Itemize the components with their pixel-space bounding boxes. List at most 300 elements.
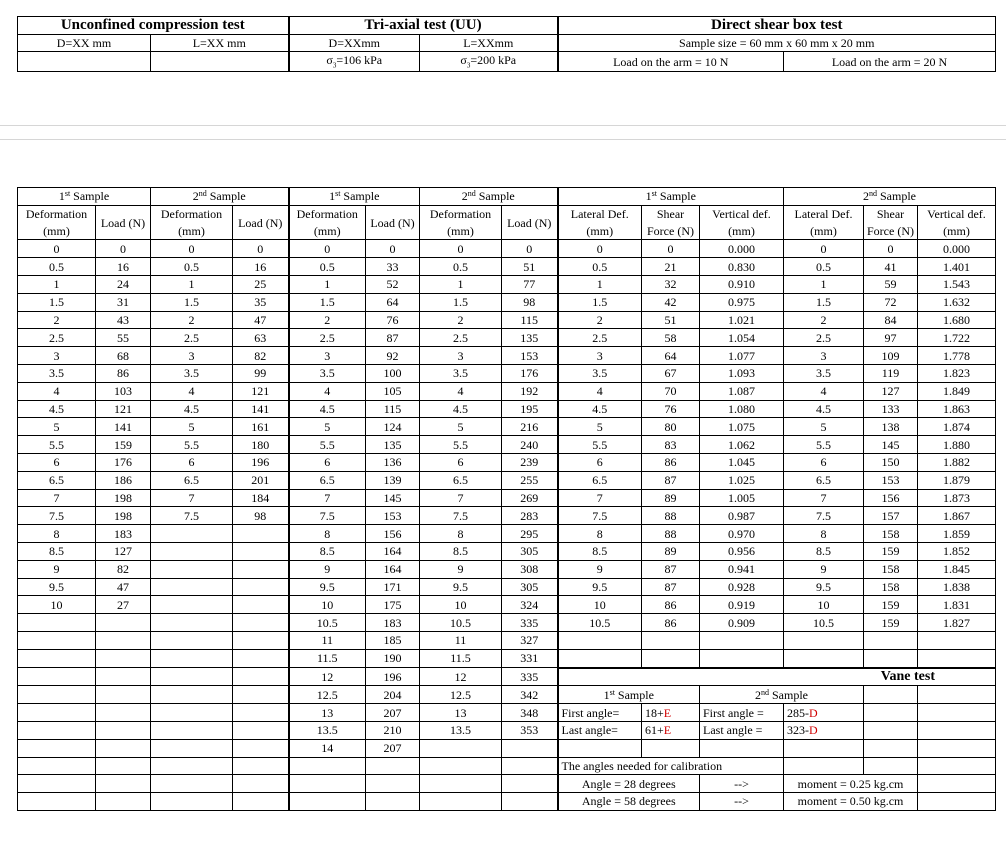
tri2-load-cell: 240 (502, 436, 558, 454)
col-header-unit: (mm) (420, 223, 502, 240)
ucs1-load-cell: 103 (96, 382, 151, 400)
tri2-deformation-cell: 6.5 (420, 471, 502, 489)
tri2-deformation-cell: 12.5 (420, 686, 502, 704)
test-header-table (17, 16, 996, 72)
tri1-load-cell: 136 (366, 453, 420, 471)
ucs1-deformation-cell: 9.5 (18, 578, 96, 596)
tri1-deformation-cell: 6.5 (289, 471, 366, 489)
dsb2-lateral-cell: 0.5 (784, 258, 864, 276)
dsb2-shear-cell: 145 (864, 436, 918, 454)
tri1-load-cell: 207 (366, 739, 420, 757)
dsb2-lateral-cell: 3 (784, 347, 864, 365)
tri1-load-cell (366, 793, 420, 811)
superscript: nd (761, 687, 769, 697)
col-header-unit: (mm) (558, 223, 642, 240)
tri2-load-cell: 195 (502, 400, 558, 418)
dsb1-vertical-cell: 1.075 (700, 418, 784, 436)
tri1-deformation-cell (289, 757, 366, 775)
tri2-deformation-cell: 3 (420, 347, 502, 365)
ucs1-deformation-cell: 1.5 (18, 293, 96, 311)
ucs2-deformation-cell: 2 (151, 311, 233, 329)
tri1-deformation-cell: 0 (289, 240, 366, 258)
dsb2-vertical-cell: 1.867 (918, 507, 996, 525)
table-row (18, 631, 996, 649)
tri1-load-cell: 164 (366, 560, 420, 578)
ucs1-load-cell (96, 614, 151, 632)
dsb2-shear-cell: 158 (864, 525, 918, 543)
dsb1-shear-cell: 89 (642, 542, 700, 560)
dsb1-lateral-cell: 4 (558, 382, 642, 400)
dsb1-shear-cell: 86 (642, 596, 700, 614)
ucs1-deformation-cell: 7.5 (18, 507, 96, 525)
value-part: E (663, 723, 672, 738)
tri1-deformation-cell: 12.5 (289, 686, 366, 704)
table-row (18, 240, 996, 258)
table-row (18, 739, 996, 757)
vane-sample-2-header (700, 686, 864, 704)
tri1-load-cell: 105 (366, 382, 420, 400)
ucs-empty-cell-1 (18, 52, 151, 72)
tri2-load-cell: 0 (502, 240, 558, 258)
ucs1-load-cell: 16 (96, 258, 151, 276)
tri2-load-cell: 331 (502, 649, 558, 667)
ucs2-load-cell (233, 614, 289, 632)
dsb1-vertical-cell: 1.087 (700, 382, 784, 400)
ucs2-load-cell (233, 560, 289, 578)
tri2-load-cell: 51 (502, 258, 558, 276)
dsb1-shear-cell (642, 631, 700, 649)
tri1-load-cell: 183 (366, 614, 420, 632)
col-header-lateral: Lateral Def. (558, 205, 642, 222)
ucs1-load-cell (96, 686, 151, 704)
tri2-load-cell: 342 (502, 686, 558, 704)
dsb2-vertical-cell: 1.827 (918, 614, 996, 632)
tri2-deformation-cell: 8.5 (420, 542, 502, 560)
dsb2-vertical-cell: 0.000 (918, 240, 996, 258)
dsb1-lateral-cell: 0 (558, 240, 642, 258)
tri2-load-cell: 216 (502, 418, 558, 436)
dsb1-vertical-cell: 0.910 (700, 275, 784, 293)
dsb2-shear-cell (864, 649, 918, 667)
tri-sample-1-header: 1st Sample (289, 188, 420, 206)
dsb2-vertical-cell: 1.849 (918, 382, 996, 400)
tri1-load-cell: 190 (366, 649, 420, 667)
tri1-load-cell: 210 (366, 721, 420, 739)
table-row (18, 704, 996, 722)
dsb1-vertical-cell: 0.909 (700, 614, 784, 632)
dsb1-vertical-cell: 1.062 (700, 436, 784, 454)
tri2-load-cell: 192 (502, 382, 558, 400)
ucs1-load-cell: 43 (96, 311, 151, 329)
ucs2-load-cell: 184 (233, 489, 289, 507)
dsb2-lateral-cell: 8.5 (784, 542, 864, 560)
ucs1-load-cell: 31 (96, 293, 151, 311)
ucs1-load-cell (96, 704, 151, 722)
tri1-load-cell: 145 (366, 489, 420, 507)
ucs-length: L=XX mm (151, 35, 289, 52)
vane-last-angle-value-1 (642, 721, 700, 739)
dsb2-lateral-cell: 7.5 (784, 507, 864, 525)
empty-cell (864, 686, 918, 704)
tri1-load-cell: 196 (366, 668, 420, 686)
ucs2-deformation-cell: 0 (151, 240, 233, 258)
tri2-load-cell: 283 (502, 507, 558, 525)
ucs2-deformation-cell (151, 578, 233, 596)
ucs1-load-cell (96, 721, 151, 739)
col-header-deformation: Deformation (420, 205, 502, 222)
tri1-load-cell: 175 (366, 596, 420, 614)
ucs1-deformation-cell: 3.5 (18, 364, 96, 382)
ucs1-deformation-cell: 0 (18, 240, 96, 258)
ucs2-deformation-cell (151, 757, 233, 775)
ucs2-deformation-cell: 3.5 (151, 364, 233, 382)
ucs1-load-cell: 27 (96, 596, 151, 614)
tri1-load-cell: 115 (366, 400, 420, 418)
dsb1-shear-cell: 67 (642, 364, 700, 382)
dsb2-lateral-cell: 9 (784, 560, 864, 578)
dsb1-lateral-cell: 7 (558, 489, 642, 507)
dsb1-lateral-cell: 6.5 (558, 471, 642, 489)
ucs1-deformation-cell (18, 721, 96, 739)
dsb2-lateral-cell: 6 (784, 453, 864, 471)
ucs1-load-cell: 47 (96, 578, 151, 596)
ucs1-deformation-cell: 10 (18, 596, 96, 614)
table-row (18, 560, 996, 578)
dsb2-shear-cell: 97 (864, 329, 918, 347)
ucs1-load-cell: 176 (96, 453, 151, 471)
dsb2-lateral-cell: 4.5 (784, 400, 864, 418)
tri1-deformation-cell: 5 (289, 418, 366, 436)
ucs1-deformation-cell: 6.5 (18, 471, 96, 489)
dsb1-lateral-cell: 4.5 (558, 400, 642, 418)
dsb2-vertical-cell: 1.680 (918, 311, 996, 329)
table-row (18, 686, 996, 704)
tri1-load-cell: 156 (366, 525, 420, 543)
table-row (18, 293, 996, 311)
dsb2-vertical-cell: 1.778 (918, 347, 996, 365)
table-row (18, 757, 996, 775)
value-part: 18+ (645, 705, 664, 720)
tri2-deformation-cell: 3.5 (420, 364, 502, 382)
ucs-title: Unconfined compression test (18, 17, 289, 35)
tri1-load-cell: 207 (366, 704, 420, 722)
ucs2-deformation-cell (151, 739, 233, 757)
ucs2-deformation-cell: 1.5 (151, 293, 233, 311)
tri2-deformation-cell (420, 775, 502, 793)
tri1-load-cell: 52 (366, 275, 420, 293)
tri1-deformation-cell: 10 (289, 596, 366, 614)
table-row (18, 418, 996, 436)
tri1-load-cell: 100 (366, 364, 420, 382)
dsb1-lateral-cell (558, 631, 642, 649)
ucs2-load-cell: 180 (233, 436, 289, 454)
dsb2-shear-cell: 133 (864, 400, 918, 418)
value-part: Sample (614, 687, 654, 702)
tri1-deformation-cell: 3.5 (289, 364, 366, 382)
dsb1-shear-cell: 83 (642, 436, 700, 454)
dsb2-lateral-cell: 4 (784, 382, 864, 400)
empty-cell (864, 721, 918, 739)
table-row (18, 578, 996, 596)
ucs1-load-cell (96, 793, 151, 811)
tri2-load-cell: 239 (502, 453, 558, 471)
vane-calibration-arrow: --> (700, 793, 784, 811)
tri2-deformation-cell: 9.5 (420, 578, 502, 596)
dsb1-lateral-cell: 6 (558, 453, 642, 471)
tri1-deformation-cell: 4 (289, 382, 366, 400)
table-row (18, 668, 996, 686)
ucs1-deformation-cell: 1 (18, 275, 96, 293)
empty-cell (918, 686, 996, 704)
ucs1-load-cell (96, 775, 151, 793)
dsb1-shear-cell: 0 (642, 240, 700, 258)
empty-cell (864, 739, 918, 757)
table-row (18, 436, 996, 454)
ucs1-load-cell: 24 (96, 275, 151, 293)
dsb2-shear-cell: 156 (864, 489, 918, 507)
ucs1-deformation-cell (18, 775, 96, 793)
value-part: D (809, 705, 818, 720)
tri2-load-cell: 348 (502, 704, 558, 722)
tri2-deformation-cell: 4.5 (420, 400, 502, 418)
ucs2-deformation-cell: 6 (151, 453, 233, 471)
dsb1-lateral-cell: 10.5 (558, 614, 642, 632)
dsb1-shear-cell: 21 (642, 258, 700, 276)
ucs2-load-cell (233, 649, 289, 667)
dsb1-vertical-cell: 1.093 (700, 364, 784, 382)
dsb2-vertical-cell (918, 649, 996, 667)
ucs2-deformation-cell: 5.5 (151, 436, 233, 454)
ucs1-deformation-cell (18, 649, 96, 667)
tri2-load-cell: 335 (502, 668, 558, 686)
ucs-empty-cell-2 (151, 52, 289, 72)
tri2-load-cell: 269 (502, 489, 558, 507)
tri2-load-cell: 255 (502, 471, 558, 489)
tri2-deformation-cell (420, 793, 502, 811)
tri1-deformation-cell: 0.5 (289, 258, 366, 276)
ucs2-load-cell: 121 (233, 382, 289, 400)
ucs1-deformation-cell (18, 686, 96, 704)
tri1-deformation-cell: 9 (289, 560, 366, 578)
dsb1-shear-cell: 86 (642, 453, 700, 471)
table-row (18, 258, 996, 276)
tri2-deformation-cell: 12 (420, 668, 502, 686)
tri2-load-cell: 176 (502, 364, 558, 382)
dsb2-vertical-cell: 1.838 (918, 578, 996, 596)
dsb2-lateral-cell: 9.5 (784, 578, 864, 596)
direct-shear-sample-size: Sample size = 60 mm x 60 mm x 20 mm (558, 35, 996, 52)
vane-calibration-moment: moment = 0.25 kg.cm (784, 775, 918, 793)
vane-sample-1-header (558, 686, 700, 704)
ucs2-load-cell (233, 757, 289, 775)
tri2-deformation-cell: 13.5 (420, 721, 502, 739)
tri2-deformation-cell: 7 (420, 489, 502, 507)
ucs2-deformation-cell: 6.5 (151, 471, 233, 489)
ucs2-load-cell: 201 (233, 471, 289, 489)
ucs2-load-cell (233, 525, 289, 543)
table-row (18, 329, 996, 347)
col-header-unit: Force (N) (864, 223, 918, 240)
table-row (18, 793, 996, 811)
dsb2-shear-cell: 159 (864, 542, 918, 560)
dsb2-vertical-cell: 1.632 (918, 293, 996, 311)
triaxial-sigma-2: $\sigma_3=200$ kPa (420, 52, 558, 72)
tri-sample-2-header: 2nd Sample (420, 188, 558, 206)
col-header-unit: (mm) (700, 223, 784, 240)
dsb2-vertical-cell: 1.401 (918, 258, 996, 276)
col-header-vertical: Vertical def. (918, 205, 996, 222)
table-row (18, 382, 996, 400)
dsb1-lateral-cell: 5.5 (558, 436, 642, 454)
dsb1-shear-cell: 86 (642, 614, 700, 632)
tri1-deformation-cell (289, 775, 366, 793)
ucs1-load-cell: 55 (96, 329, 151, 347)
tri2-load-cell: 324 (502, 596, 558, 614)
dsb2-vertical-cell: 1.845 (918, 560, 996, 578)
tri1-deformation-cell: 10.5 (289, 614, 366, 632)
ucs1-deformation-cell: 0.5 (18, 258, 96, 276)
table-row (18, 775, 996, 793)
ucs2-load-cell (233, 596, 289, 614)
ucs1-deformation-cell: 3 (18, 347, 96, 365)
ucs1-load-cell (96, 668, 151, 686)
tri1-deformation-cell: 12 (289, 668, 366, 686)
ucs2-deformation-cell (151, 631, 233, 649)
superscript: st (609, 687, 615, 697)
ucs2-deformation-cell (151, 793, 233, 811)
tri2-deformation-cell: 11.5 (420, 649, 502, 667)
tri2-load-cell: 98 (502, 293, 558, 311)
tri2-load-cell (502, 739, 558, 757)
col-header-unit: (mm) (289, 223, 366, 240)
table-row (18, 275, 996, 293)
dsb2-lateral-cell (784, 631, 864, 649)
tri1-load-cell (366, 775, 420, 793)
dsb1-shear-cell: 88 (642, 507, 700, 525)
dsb1-shear-cell: 32 (642, 275, 700, 293)
ucs-diameter: D=XX mm (18, 35, 151, 52)
ucs1-deformation-cell (18, 631, 96, 649)
dsb2-lateral-cell: 6.5 (784, 471, 864, 489)
tri2-deformation-cell: 1 (420, 275, 502, 293)
ucs1-deformation-cell (18, 614, 96, 632)
dsb2-shear-cell: 138 (864, 418, 918, 436)
tri2-load-cell: 305 (502, 578, 558, 596)
tri2-load-cell: 327 (502, 631, 558, 649)
tri2-deformation-cell: 0.5 (420, 258, 502, 276)
empty-cell (784, 739, 864, 757)
ucs2-load-cell: 98 (233, 507, 289, 525)
table-row (18, 364, 996, 382)
dsb1-lateral-cell: 7.5 (558, 507, 642, 525)
col-header-deformation: Deformation (18, 205, 96, 222)
tri2-deformation-cell: 7.5 (420, 507, 502, 525)
tri2-deformation-cell: 1.5 (420, 293, 502, 311)
dsb1-shear-cell: 80 (642, 418, 700, 436)
dsb2-shear-cell: 127 (864, 382, 918, 400)
empty-cell (864, 757, 918, 775)
tri1-load-cell: 153 (366, 507, 420, 525)
ucs2-deformation-cell (151, 686, 233, 704)
ucs2-load-cell (233, 578, 289, 596)
ucs1-deformation-cell: 4 (18, 382, 96, 400)
table-row (18, 311, 996, 329)
ucs2-deformation-cell (151, 668, 233, 686)
dsb1-lateral-cell: 10 (558, 596, 642, 614)
tri1-deformation-cell: 7.5 (289, 507, 366, 525)
ucs2-deformation-cell: 7 (151, 489, 233, 507)
vane-calibration-arrow: --> (700, 775, 784, 793)
dsb1-vertical-cell: 0.000 (700, 240, 784, 258)
ucs1-deformation-cell: 2 (18, 311, 96, 329)
col-header-shear: Shear (642, 205, 700, 222)
table-row (18, 347, 996, 365)
empty-cell (784, 757, 864, 775)
tri2-load-cell (502, 757, 558, 775)
ucs2-deformation-cell (151, 721, 233, 739)
dsb2-lateral-cell: 10 (784, 596, 864, 614)
col-header-load: Load (N) (502, 205, 558, 240)
tri1-load-cell: 204 (366, 686, 420, 704)
tri2-deformation-cell: 9 (420, 560, 502, 578)
tri2-load-cell: 135 (502, 329, 558, 347)
dsb2-shear-cell: 41 (864, 258, 918, 276)
ucs2-load-cell (233, 631, 289, 649)
ucs-sample-2-header: 2nd Sample (151, 188, 289, 206)
col-header-unit: Force (N) (642, 223, 700, 240)
ucs2-load-cell (233, 704, 289, 722)
dsb1-lateral-cell: 9.5 (558, 578, 642, 596)
dsb1-shear-cell: 51 (642, 311, 700, 329)
dsb1-vertical-cell: 0.830 (700, 258, 784, 276)
ucs2-deformation-cell (151, 649, 233, 667)
table-row (18, 614, 996, 632)
dsb1-vertical-cell: 0.970 (700, 525, 784, 543)
ucs2-load-cell: 82 (233, 347, 289, 365)
dsb2-shear-cell (864, 631, 918, 649)
ucs2-deformation-cell (151, 525, 233, 543)
tri1-load-cell: 139 (366, 471, 420, 489)
col-header-unit: (mm) (784, 223, 864, 240)
vane-calibration-moment: moment = 0.50 kg.cm (784, 793, 918, 811)
tri1-deformation-cell: 2 (289, 311, 366, 329)
dsb2-lateral-cell: 8 (784, 525, 864, 543)
dsb1-vertical-cell: 0.919 (700, 596, 784, 614)
tri2-deformation-cell: 0 (420, 240, 502, 258)
ucs1-load-cell: 82 (96, 560, 151, 578)
tri1-load-cell (366, 757, 420, 775)
empty-cell (700, 739, 784, 757)
ucs2-deformation-cell: 0.5 (151, 258, 233, 276)
ucs1-load-cell (96, 757, 151, 775)
dsb-sample-1-header: 1st Sample (558, 188, 784, 206)
tri1-deformation-cell: 13 (289, 704, 366, 722)
ucs1-deformation-cell: 8 (18, 525, 96, 543)
empty-cell (918, 793, 996, 811)
dsb1-vertical-cell: 0.928 (700, 578, 784, 596)
tri1-deformation-cell: 7 (289, 489, 366, 507)
ucs2-load-cell (233, 775, 289, 793)
tri2-load-cell: 295 (502, 525, 558, 543)
dsb-sample-2-header: 2nd Sample (784, 188, 996, 206)
dsb2-vertical-cell: 1.543 (918, 275, 996, 293)
ucs2-load-cell: 25 (233, 275, 289, 293)
tri2-load-cell: 115 (502, 311, 558, 329)
dsb1-vertical-cell: 0.987 (700, 507, 784, 525)
value-part: 61+ (645, 723, 664, 738)
ucs1-deformation-cell (18, 757, 96, 775)
tri2-deformation-cell: 5 (420, 418, 502, 436)
